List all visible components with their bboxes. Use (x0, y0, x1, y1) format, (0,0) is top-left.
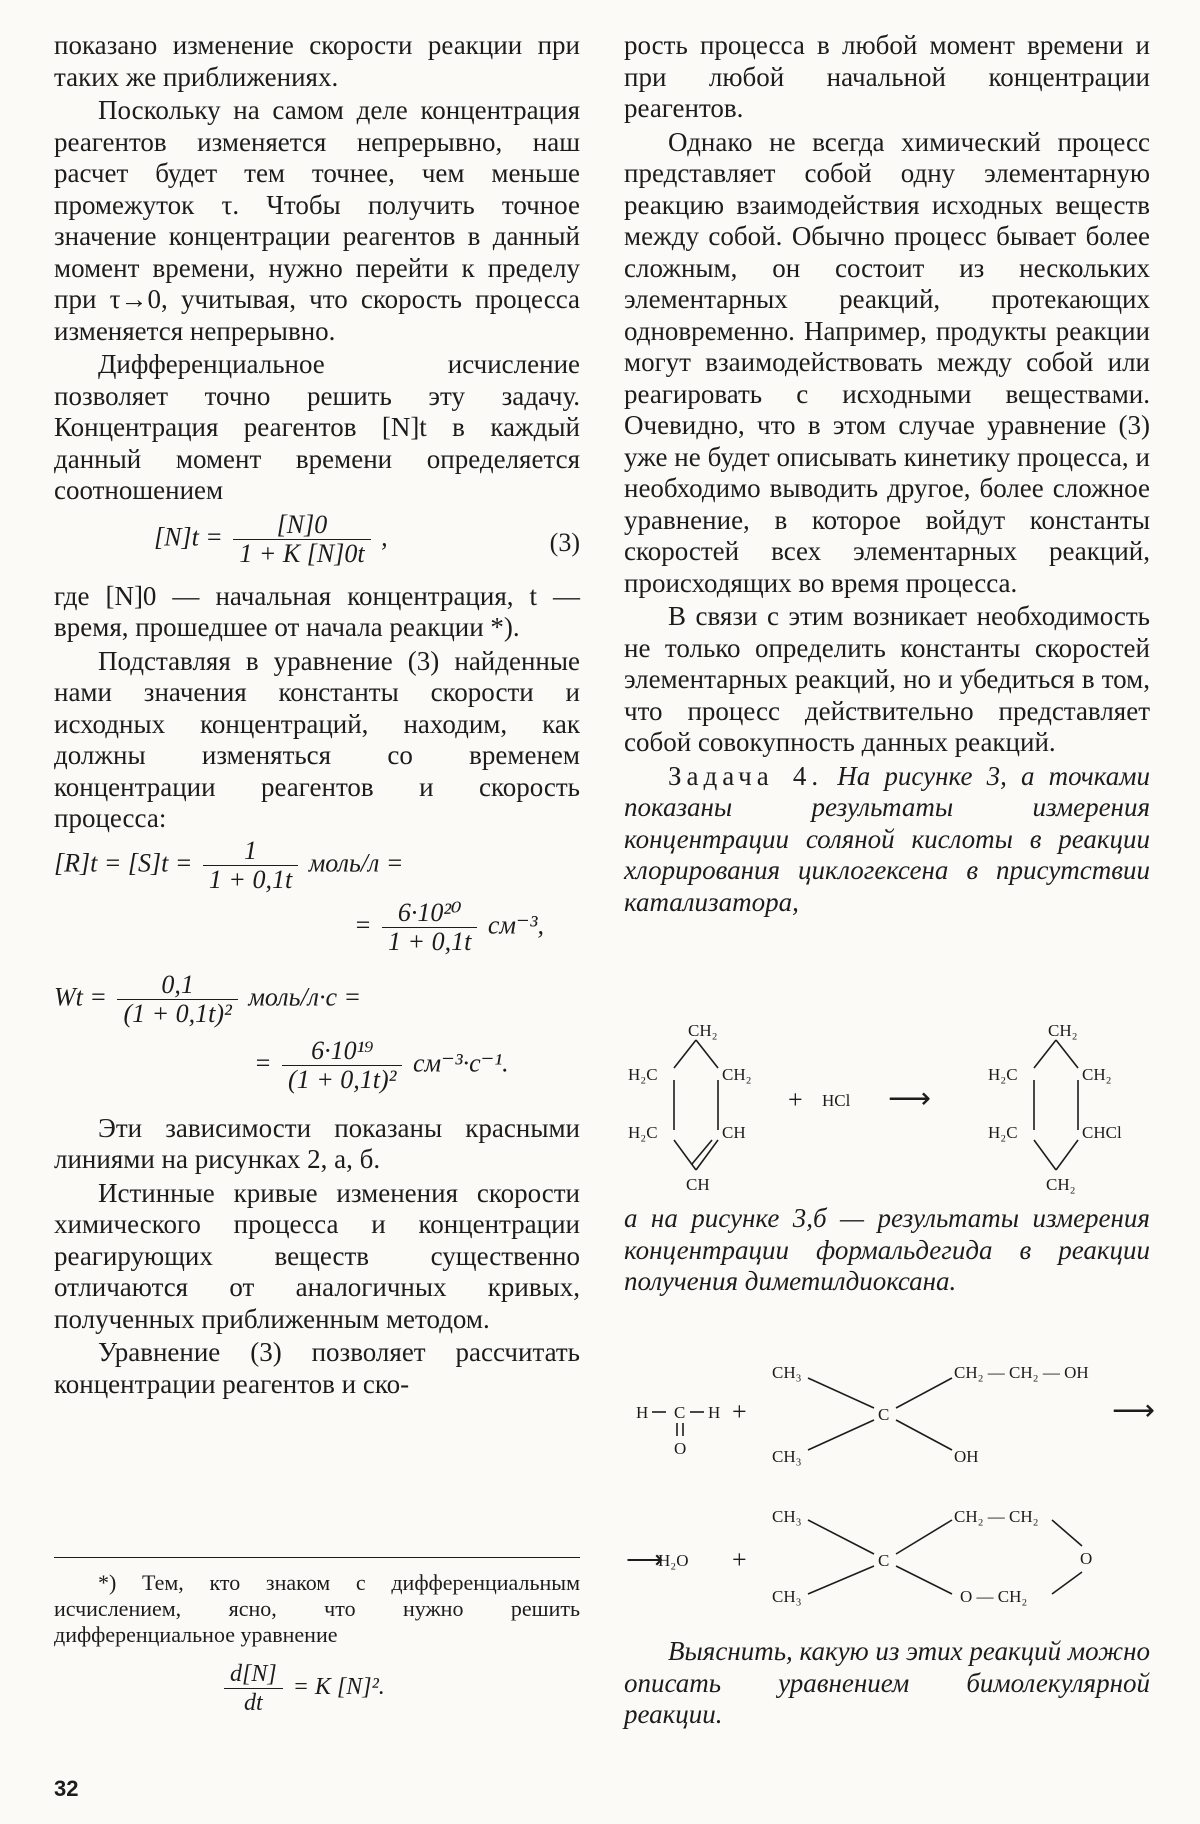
dioxane-reaction-scheme (612, 1350, 1172, 1620)
dioxane-ring-oxygen: O (1080, 1549, 1093, 1568)
footnote-numerator: d[N] (224, 1660, 283, 1689)
task-label: Задача 4. (668, 760, 824, 791)
eq3-tail: , (381, 521, 388, 551)
product-ll-label: H₂C (988, 1123, 1018, 1142)
right-paragraph-3: В связи с этим возникает необходимость не только определить константы скоростей элементарных реакций, но и убедиться в том, что процесс действительно представляет собой совокупность данных реакций. (624, 601, 1150, 757)
eqW2-numerator: 6·10¹⁹ (282, 1037, 402, 1066)
dioxane-ch3-bottom: CH₃ (772, 1587, 802, 1606)
eqW2-lhs: = (254, 1047, 272, 1077)
ring-lr-label: CH (722, 1123, 746, 1142)
diol-oh: OH (954, 1447, 979, 1466)
eqW1-lhs: Wt = (54, 981, 107, 1011)
left-paragraph-2: Поскольку на самом деле концентрация реагентов изменяется непрерывно, наш расчет будет тем точнее, чем меньше промежуток τ. Чтобы получить точное значение концентрации реагентов в данный момент времени, нужно перейти к пределу при τ→0, учитывая, что скорость процесса изменяется непрерывно. (54, 95, 580, 346)
eqR1-unit: моль/л = (308, 847, 404, 877)
diol-ch3-top: CH₃ (772, 1363, 802, 1382)
footnote-text: *) Тем, кто знаком с дифференциальным исчислением, ясно, что нужно решить дифференциальное уравнение (54, 1570, 580, 1647)
right-column-final (624, 1636, 1150, 1733)
product-lr-label: CHCl (1082, 1123, 1122, 1142)
eqW1-fraction (117, 971, 237, 1028)
eqR2-fraction (382, 899, 477, 956)
footnote-equation (220, 1660, 385, 1717)
right-paragraph-1: рость процесса в любой момент времени и при любой начальной концентрации реагентов. (624, 30, 1150, 123)
formaldehyde-o: O (674, 1439, 687, 1458)
eq3-numerator: [N]0 (233, 511, 370, 540)
eqR1-denominator: 1 + 0,1t (208, 864, 293, 894)
eqW1-numerator: 0,1 (117, 971, 237, 1000)
eq3-denominator: 1 + K [N]0t (239, 538, 365, 568)
formaldehyde-c: C (674, 1403, 686, 1422)
formaldehyde-h2: H (708, 1403, 721, 1422)
right-paragraph-4: а на рисунке 3,б — результаты измерения концентрации формальдегида в реакции получения диметилдиоксана. (624, 1203, 1150, 1296)
left-paragraph-8: Уравнение (3) позволяет рассчитать концентрации реагентов и ско- (54, 1337, 580, 1399)
diol-ch3-bottom: CH₃ (772, 1447, 802, 1466)
dioxane-bottom-chain: O — CH₂ (960, 1587, 1028, 1606)
eqR2-lhs: = (354, 909, 372, 939)
left-paragraph-7: Истинные кривые изменения скорости химического процесса и концентрации реагирующих веществ существенно отличаются от аналогичных кривых, полученных приближенным методом. (54, 1177, 580, 1334)
dioxane-ch3-top: CH₃ (772, 1507, 802, 1526)
task-text: На рисунке 3, а точками показаны результаты измерения концентрации соляной кислоты в реакции хлорирования циклогексена в присутствии катализатора, (624, 760, 1150, 917)
dimethyldioxane (772, 1507, 1092, 1606)
eqW1-unit: моль/л·с = (248, 981, 362, 1011)
eqR2-unit: см⁻³, (487, 909, 544, 939)
equation-number: (3) (549, 527, 580, 557)
product-top-label: CH₂ (1048, 1021, 1078, 1040)
diol-chain: CH₂ — CH₂ — OH (954, 1363, 1089, 1382)
product-ul-label: H₂C (988, 1065, 1018, 1084)
footnote-fraction (224, 1660, 283, 1717)
eqW2-fraction (282, 1037, 402, 1094)
left-paragraph-3: Дифференциальное исчисление позволяет точно решить эту задачу. Концентрация реагентов [N]t в каждый данный момент времени определяется соотношением (54, 349, 580, 505)
equation-w-2 (54, 1037, 580, 1109)
footnote-denominator: dt (244, 1690, 263, 1716)
dioxane-carbon: C (878, 1551, 890, 1570)
cyclohexene-reaction-scheme (612, 1010, 1172, 1200)
ring-top-label: CH₂ (688, 1021, 718, 1040)
ring-ll-label: H₂C (628, 1123, 658, 1142)
task-4 (624, 761, 1150, 919)
eqR2-denominator: 1 + 0,1t (388, 926, 472, 956)
right-column (624, 30, 1150, 920)
plus-sign-1: + (732, 1397, 747, 1426)
right-paragraph-2: Однако не всегда химический процесс представляет собой одну элементарную реакцию взаимодействия исходных веществ между собой. Обычно процесс бывает более сложным, он состоит из нескольких элементарных реакций, протекающих одновременно. Например, продукты реакции могут взаимодействовать между собой или реагировать с исходными веществами. Очевидно, что в этом случае уравнение (3) уже не будет описывать кинетику процесса, и необходимо выводить другое, более сложное уравнение, в которое войдут константы скоростей всех элементарных реакций, происходящих во время процесса. (624, 126, 1150, 598)
product-ur-label: CH₂ (1082, 1065, 1112, 1084)
right-paragraph-5: Выяснить, какую из этих реакций можно описать уравнением бимолекулярной реакции. (624, 1636, 1150, 1729)
left-paragraph-4: где [N]0 — начальная концентрация, t — время, прошедшее от начала реакции *). (54, 580, 580, 642)
page-number: 32 (54, 1776, 79, 1801)
reaction-arrow-1: ⟶ (1112, 1394, 1156, 1427)
eqW2-denominator: (1 + 0,1t)² (288, 1064, 397, 1094)
reaction-arrow: ⟶ (888, 1082, 932, 1115)
eqR1-fraction (203, 837, 298, 894)
left-paragraph-6: Эти зависимости показаны красными линиями на рисунках 2, а, б. (54, 1112, 580, 1174)
water-product: H₂O (658, 1551, 689, 1570)
eqR2-numerator: 6·10²⁰ (382, 899, 477, 928)
dioxane-top-chain: CH₂ — CH₂ (954, 1507, 1039, 1526)
eqR1-lhs: [R]t = [S]t = (54, 847, 193, 877)
formaldehyde (636, 1403, 720, 1458)
eq3-fraction (233, 511, 370, 568)
product-bottom-label: CH₂ (1046, 1175, 1076, 1194)
chlorocyclohexane-ring (988, 1021, 1122, 1194)
formaldehyde-h1: H (636, 1403, 649, 1422)
plus-sign: + (788, 1085, 803, 1114)
left-paragraph-5: Подставляя в уравнение (3) найденные нами значения константы скорости и исходных концентраций, находим, как должны изменяться со временем концентрации реагентов и скорость процесса: (54, 645, 580, 833)
right-column-after-scheme (624, 1203, 1150, 1300)
left-paragraph-1: показано изменение скорости реакции при таких же приближениях. (54, 30, 580, 92)
ring-ur-label: CH₂ (722, 1065, 752, 1084)
ring-bottom-label: CH (686, 1175, 710, 1194)
eqR1-numerator: 1 (203, 837, 298, 866)
plus-sign-2: + (732, 1545, 747, 1574)
eq3-lhs: [N]t = (154, 521, 223, 551)
reaction-arrow-2: ⟶ (626, 1545, 664, 1574)
cyclohexene-ring (628, 1021, 752, 1194)
footnote (54, 1570, 580, 1648)
eqW2-unit: см⁻³·с⁻¹. (412, 1047, 509, 1077)
equation-w-1 (54, 971, 580, 1037)
footnote-rhs: = K [N]². (292, 1674, 385, 1701)
hcl-reagent: HCl (822, 1091, 851, 1110)
equation-r-1 (54, 837, 580, 899)
ring-ul-label: H₂C (628, 1065, 658, 1084)
equation-3 (54, 511, 580, 575)
equation-r-2 (54, 899, 580, 965)
diol-molecule (772, 1363, 1089, 1466)
eqW1-denominator: (1 + 0,1t)² (123, 998, 232, 1028)
footnote-divider (54, 1557, 580, 1558)
left-column (54, 30, 580, 1402)
diol-carbon: C (878, 1405, 890, 1424)
